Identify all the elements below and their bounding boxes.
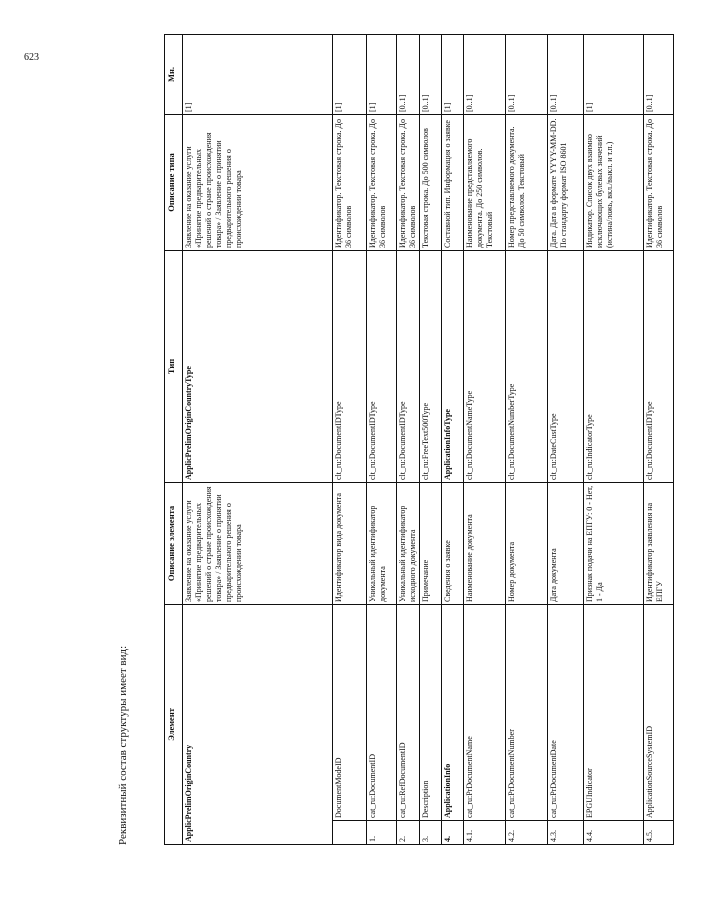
table-header-row — [165, 35, 183, 845]
table-row — [183, 35, 333, 845]
row-type-description: Идентификатор. Текстовая строка. До 36 символов — [397, 115, 420, 251]
row-type-description: Идентификатор. Текстовая строка. До 36 символов — [644, 115, 674, 251]
header-element: Элемент — [165, 605, 183, 845]
row-type-description: Заявление на оказание услуги «Принятие предварительных решений о стране происхождения товара» / Заявление о принятии предварительного решения о происхождении товара — [183, 115, 333, 251]
row-type: clt_ru:DocumentIDType — [333, 251, 367, 483]
intro-text: Реквизитный состав структуры имеет вид: — [117, 645, 129, 845]
row-element-name: DocumentModeID — [333, 605, 367, 821]
row-multiplicity: [0..1] — [397, 35, 420, 115]
row-element-description: Дата документа — [548, 483, 584, 605]
row-multiplicity: [1] — [442, 35, 464, 115]
row-element-name: cat_ru:RefDocumentID — [397, 605, 420, 821]
row-number: 4.3. — [548, 821, 584, 845]
header-multiplicity: Мн. — [165, 35, 183, 115]
row-element-description: Уникальный идентификатор документа — [367, 483, 397, 605]
row-multiplicity: [0..1] — [464, 35, 506, 115]
table-row — [442, 35, 464, 845]
row-type: clt_ru:DocumentIDType — [644, 251, 674, 483]
row-element-description: Наименование документа — [464, 483, 506, 605]
row-element-name: cat_ru:PrDocumentNumber — [506, 605, 548, 821]
row-element-name: ApplicationSourceSystemID — [644, 605, 674, 821]
row-element-description: Сведения о заявке — [442, 483, 464, 605]
header-type-description: Описание типа — [165, 115, 183, 251]
row-type-description: Дата. Дата в формате YYYY-MM-DD. По стандарту формат ISO 8601 — [548, 115, 584, 251]
row-element-name: ApplicPrelimOriginCountry — [183, 605, 333, 845]
row-number: 4.5. — [644, 821, 674, 845]
row-element-name: cat_ru:PrDocumentName — [464, 605, 506, 821]
row-type-description: Идентификатор. Текстовая строка. До 36 символов — [367, 115, 397, 251]
row-element-name: ApplicationInfo — [442, 605, 464, 821]
row-number: 3. — [420, 821, 442, 845]
row-type: ApplicPrelimOriginCountryType — [183, 251, 333, 483]
row-element-description: Уникальный идентификатор исходного документа — [397, 483, 420, 605]
table-row — [644, 35, 674, 845]
row-type-description: Текстовая строка. До 500 символов — [420, 115, 442, 251]
row-type: clt_ru:FreeText500Type — [420, 251, 442, 483]
row-number: 2. — [397, 821, 420, 845]
table-row — [506, 35, 548, 845]
row-multiplicity: [0..1] — [420, 35, 442, 115]
row-number: 4.2. — [506, 821, 548, 845]
header-type: Тип — [165, 251, 183, 483]
row-type: clt_ru:DateCustType — [548, 251, 584, 483]
row-element-description: Заявление на оказание услуги «Принятие предварительных решений о стране происхождения товара» / Заявление о принятии предварительного решения о происхождении товара — [183, 483, 333, 605]
row-number — [333, 821, 367, 845]
header-element-description: Описание элемента — [165, 483, 183, 605]
row-element-name: Description — [420, 605, 442, 821]
row-type: clt_ru:DocumentIDType — [397, 251, 420, 483]
row-multiplicity: [1] — [333, 35, 367, 115]
row-element-description: Идентификатор заявления на ЕПГУ — [644, 483, 674, 605]
row-type: clt_ru:IndicatorType — [584, 251, 644, 483]
row-type-description: Наименование представляемого документа. До 250 символов. Текстовый — [464, 115, 506, 251]
row-number: 4.1. — [464, 821, 506, 845]
row-type: ApplicationInfoType — [442, 251, 464, 483]
table-row — [397, 35, 420, 845]
row-multiplicity: [1] — [367, 35, 397, 115]
table-row — [367, 35, 397, 845]
rotated-page-content — [116, 25, 716, 855]
row-multiplicity: [1] — [183, 35, 333, 115]
row-element-description: Примечание — [420, 483, 442, 605]
row-number: 4.4. — [584, 821, 644, 845]
row-element-description: Номер документа — [506, 483, 548, 605]
page-number: 623 — [24, 52, 39, 63]
table-row — [420, 35, 442, 845]
table-row — [464, 35, 506, 845]
row-number: 4. — [442, 821, 464, 845]
row-type-description: Идентификатор. Текстовая строка. До 36 символов — [333, 115, 367, 251]
row-number: 1. — [367, 821, 397, 845]
row-type-description: Индикатор. Список двух взаимно исключающих булевых значений (истина/ложь, вкл./выкл. и т.п.) — [584, 115, 644, 251]
row-type: clt_ru:DocumentIDType — [367, 251, 397, 483]
row-element-name: cat_ru:PrDocumentDate — [548, 605, 584, 821]
row-element-description: Признак подачи на ЕПГУ: 0 - Нет, 1 - Да — [584, 483, 644, 605]
row-type: clt_ru:DocumentNameType — [464, 251, 506, 483]
row-element-name: cat_ru:DocumentID — [367, 605, 397, 821]
structure-table — [164, 34, 674, 845]
table-row — [333, 35, 367, 845]
row-multiplicity: [0..1] — [506, 35, 548, 115]
row-multiplicity: [1] — [584, 35, 644, 115]
row-multiplicity: [0..1] — [548, 35, 584, 115]
table-row — [548, 35, 584, 845]
row-type: clt_ru:DocumentNumberType — [506, 251, 548, 483]
row-multiplicity: [0..1] — [644, 35, 674, 115]
table-row — [584, 35, 644, 845]
row-element-description: Идентификатор вида документа — [333, 483, 367, 605]
row-element-name: EPGUIndicator — [584, 605, 644, 821]
row-type-description: Составной тип. Информация о заявке — [442, 115, 464, 251]
row-type-description: Номер представляемого документа. До 50 символов. Текстовый — [506, 115, 548, 251]
